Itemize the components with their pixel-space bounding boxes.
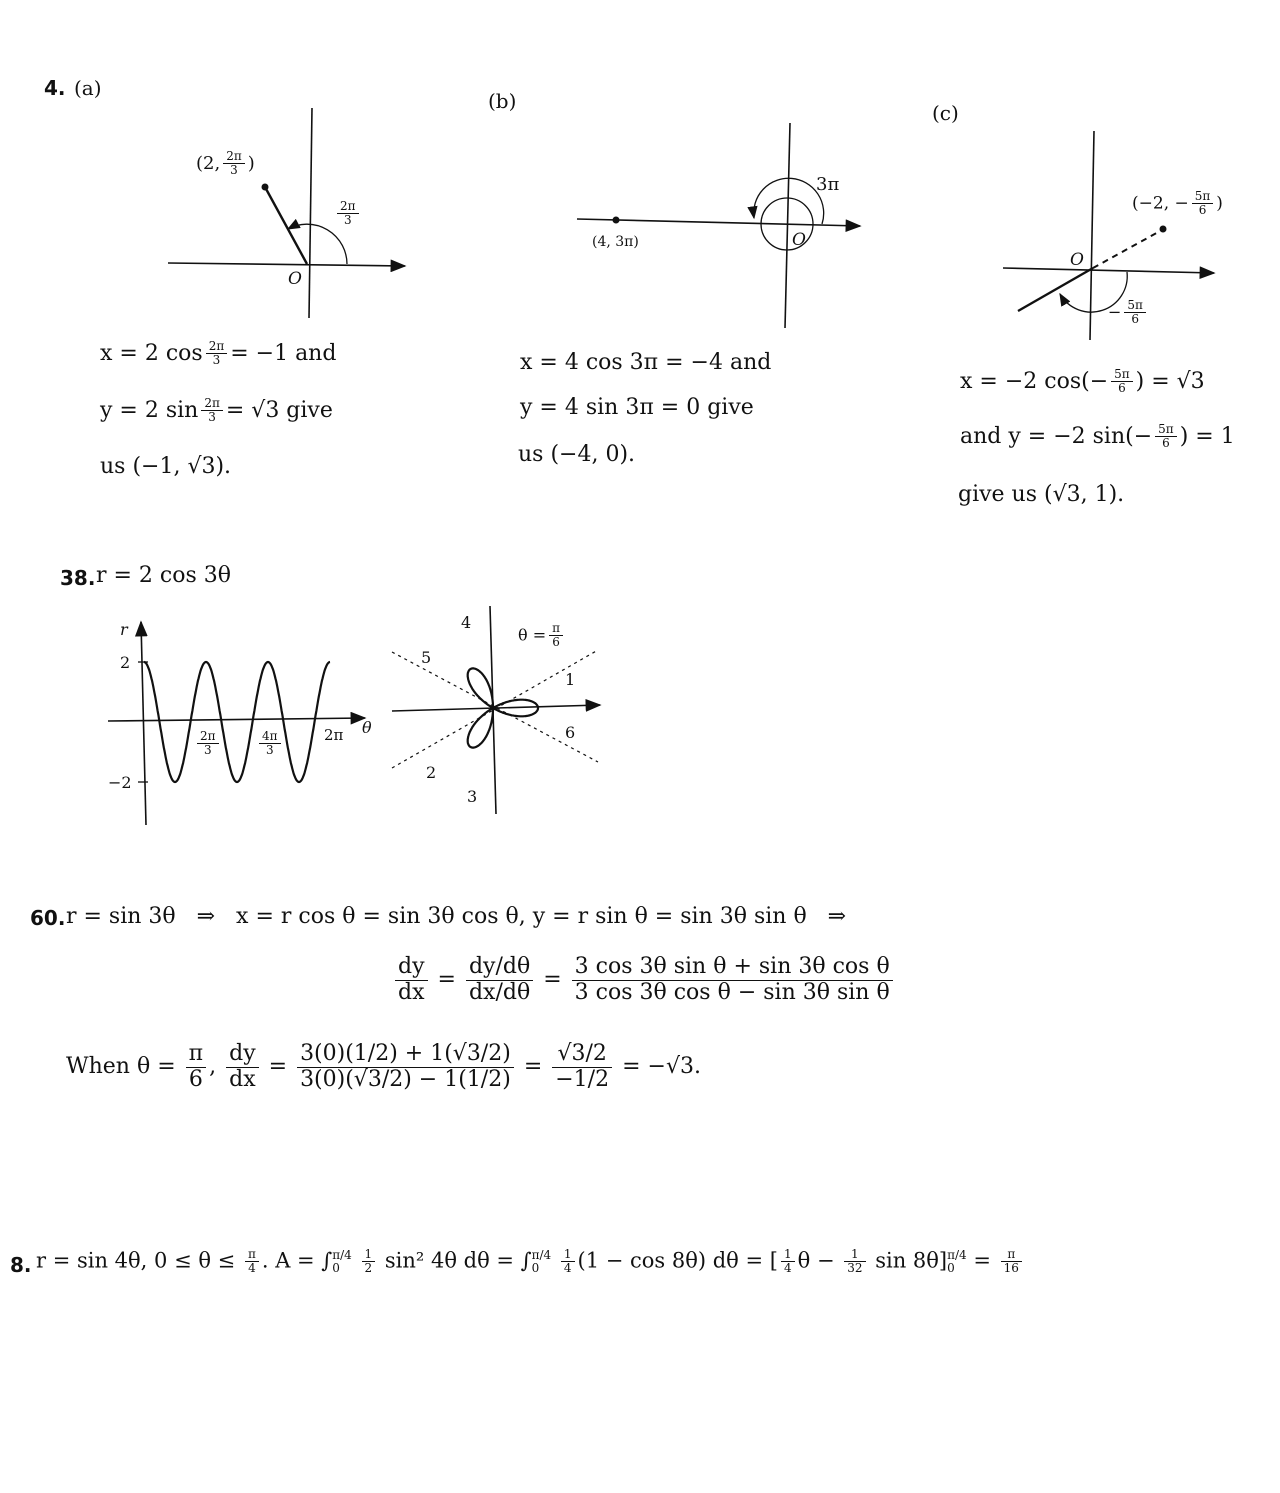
- problem-38-title: r = 2 cos 3θ: [96, 563, 232, 588]
- origin-c: O: [1070, 250, 1084, 270]
- x-tick-4pi-3: $\frac{4\pi}{3}$: [256, 730, 284, 758]
- petal-label-2: 2: [426, 763, 437, 782]
- axis-a-y: [309, 108, 312, 318]
- ray-c: [1018, 268, 1093, 311]
- petal-label-5: 5: [421, 648, 432, 667]
- diagram-b: [577, 123, 860, 328]
- petal-label-4: 4: [461, 613, 472, 632]
- problem-60-evaluation: When θ = $\frac{\pi}{6}$ , $\frac{dy}{dx}$ = $\frac{3(0)(1/2) + 1(√3/2)}{3(0)(√3/2) - 1(1/2)}$ = $\frac{√3/2}{-1/2}$ = −√3.: [66, 1041, 701, 1092]
- eq-b-line2: y = 4 sin 3π = 0 give: [520, 395, 754, 420]
- x-tick-2pi: 2π: [324, 726, 344, 744]
- point-c: [1160, 226, 1167, 233]
- axis-b-y: [785, 123, 790, 328]
- diagram-a: [168, 108, 405, 318]
- x-tick-2pi-3: $\frac{2\pi}{3}$: [194, 730, 222, 758]
- origin-a: O: [288, 269, 302, 289]
- part-a-label: (a): [74, 76, 102, 100]
- r-axis-label: r: [120, 620, 128, 639]
- eq-c-line3: give us (√3, 1).: [958, 482, 1125, 507]
- eq-a-line1: x = 2 cos $\frac{2\pi}{3}$ = −1 and: [100, 339, 337, 368]
- cartesian-graph: [108, 620, 372, 825]
- theta-axis: [108, 718, 365, 721]
- theta-axis-label: θ: [362, 718, 372, 737]
- problem-60-line1: r = sin 3θ ⇒ x = r cos θ = sin 3θ cos θ, y = r sin θ = sin 3θ sin θ ⇒: [66, 904, 847, 929]
- eq-a-line2: y = 2 sin $\frac{2\pi}{3}$ = √3 give: [100, 396, 333, 425]
- eq-b-line1: x = 4 cos 3π = −4 and: [520, 350, 772, 375]
- y-tick-2: 2: [120, 653, 131, 672]
- eq-b-line3: us (−4, 0).: [518, 442, 636, 467]
- petal-label-1: 1: [565, 670, 576, 689]
- angle-label-c: − $\frac{5\pi}{6}$: [1108, 299, 1149, 327]
- angle-label-a: $\frac{2\pi}{3}$: [334, 200, 362, 228]
- problem-60-derivative: $\frac{dy}{dx}$ = $\frac{dy/d\theta}{dx/d\theta}$ = $\frac{\text{3 cos 3θ sin θ + sin 3θ cos θ}}{\text{3 cos 3θ cos θ − sin 3θ sin θ}}$: [392, 955, 896, 1005]
- point-label-b: (4, 3π): [592, 234, 639, 250]
- axis-c-x: [1003, 268, 1214, 273]
- petal-label-6: 6: [565, 723, 576, 742]
- y-tick-neg2: −2: [108, 773, 132, 792]
- rose-graph: [392, 606, 600, 814]
- problem-4-number: 4.: [44, 76, 66, 100]
- petal-label-3: 3: [467, 787, 478, 806]
- eq-c-line2: and y = −2 sin(− $\frac{5\pi}{6}$ ) = 1: [960, 422, 1235, 451]
- part-c-label: (c): [932, 101, 959, 125]
- axis-a-x: [168, 263, 405, 266]
- problem-38-number: 38.: [60, 566, 96, 590]
- part-b-label: (b): [488, 89, 517, 113]
- problem-8-number: 8.: [10, 1253, 32, 1277]
- cosine-curve: [144, 662, 330, 782]
- axis-c-y: [1090, 131, 1094, 340]
- eq-a-line3: us (−1, √3).: [100, 454, 232, 479]
- angle-b: 3π: [816, 174, 840, 195]
- point-b: [613, 217, 620, 224]
- ray-a: [265, 187, 307, 264]
- theta-pi-6-label: θ = $\frac{\pi}{6}$: [518, 622, 566, 650]
- r-axis: [141, 622, 146, 825]
- point-label-a: (2, $\frac{2\pi}{3}$ ): [196, 149, 255, 178]
- problem-8-equation: r = sin 4θ, 0 ≤ θ ≤ $\frac{\pi}{4}$ . A = ∫ π/4 0 $\frac{1}{2}$ sin² 4θ dθ = ∫ π/4 0 $\frac{1}{4}$ (1 − cos 8θ) dθ = [ $\frac{1}{4}$ θ − $\frac{1}{32}$ sin 8θ] π/4 0 = $\frac{\pi}{16}$: [36, 1248, 1025, 1276]
- point-a: [262, 184, 269, 191]
- point-label-c: (−2, − $\frac{5\pi}{6}$ ): [1132, 189, 1223, 218]
- problem-60-number: 60.: [30, 906, 66, 930]
- dashed-ray-c: [1093, 230, 1162, 268]
- polar-diagrams: [0, 0, 1280, 340]
- origin-b: O: [792, 230, 806, 250]
- eq-c-line1: x = −2 cos(− $\frac{5\pi}{6}$ ) = √3: [960, 367, 1205, 396]
